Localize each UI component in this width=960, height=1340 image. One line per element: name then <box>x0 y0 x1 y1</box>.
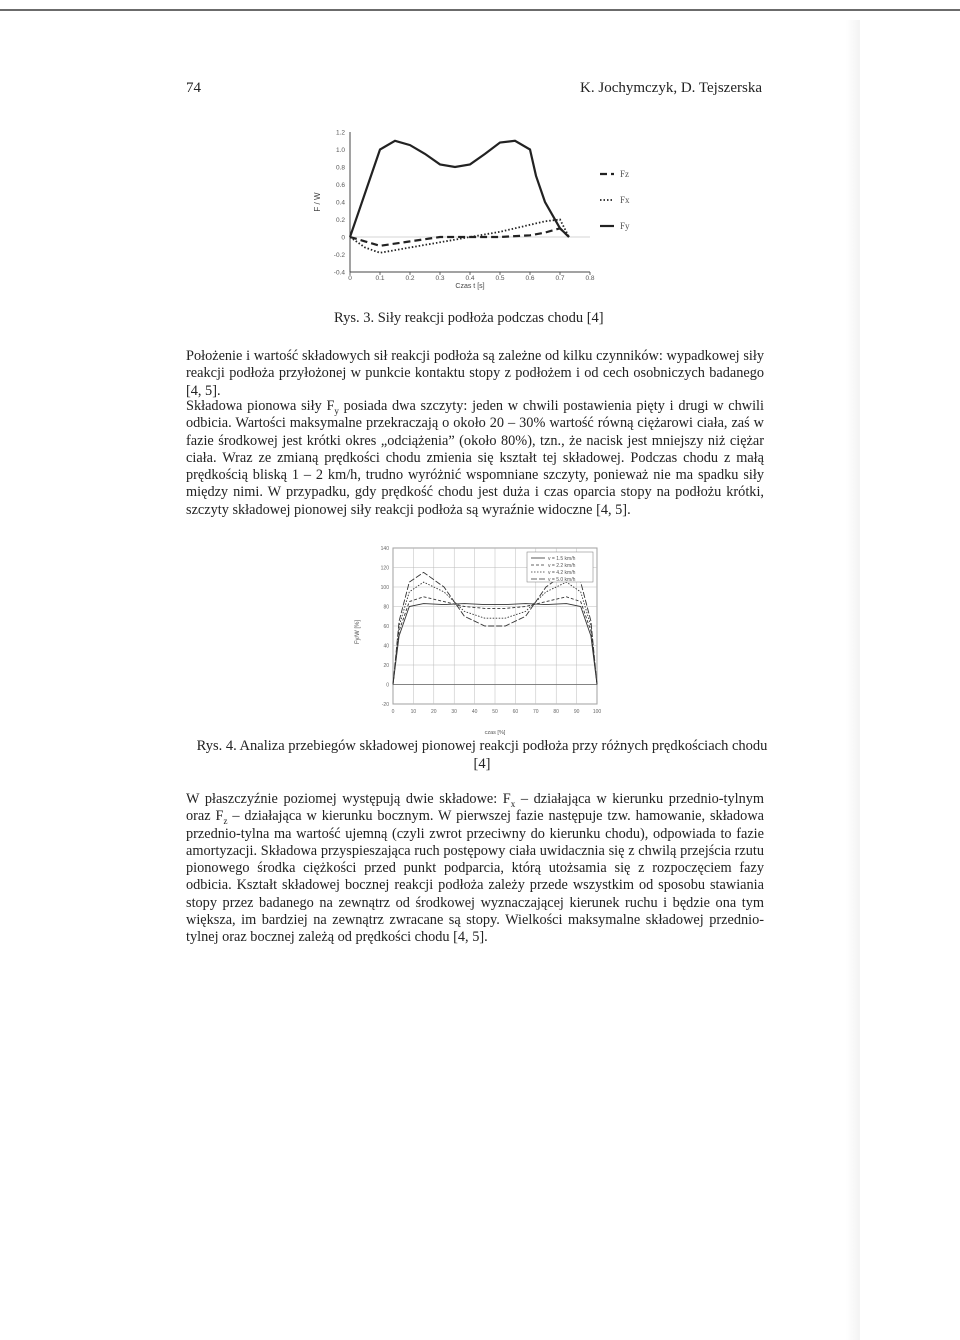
paragraph-1 <box>186 348 764 400</box>
x-tick-label: 90 <box>573 709 580 715</box>
y-tick-label: 1.0 <box>335 147 345 154</box>
y-tick-label: 120 <box>380 565 389 572</box>
x-tick-label: 50 <box>492 709 498 715</box>
paragraph-2 <box>186 398 764 519</box>
x-axis-label: czas [%] <box>484 730 506 736</box>
figure-2-caption: Rys. 4. Analiza przebiegów składowej pionowej reakcji podłoża przy różnych prędkościach chodu [4] <box>196 738 768 772</box>
y-axis-label: F / W <box>313 192 322 212</box>
page-number: 74 <box>186 80 201 96</box>
y-tick-label: 80 <box>383 604 389 611</box>
x-tick-label: 0.1 <box>375 275 385 282</box>
paragraph-2-text: Składowa pionowa siły $F_y$ posiada dwa szczyty: jeden w chwili postawienia pięty i drugi w chwili odbicia. Wartości maksymalne przekraczają o około 20 – 30% wartość równą ciężarowi ciała, zaś w fazie środkowej jest krótki okres „odciążenia” (około 80%), tzn., że nacisk jest mniejszy niż ciężar ciała. Wraz ze zmianą prędkości chodu zmienia się kształt tej składowej. Podczas chodu z małą prędkością bliską 1 – 2 km/h, trudno wyróżnić wspomniane szczyty, ponieważ nie ma spadku siły między nimi. W przypadku, gdy prędkość chodu jest duża i czas oparcia stopy na podłożu krótki, szczyty składowej pionowej siły reakcji podłoża są wyraźnie widoczne [4, 5]. <box>186 398 764 518</box>
x-tick-label: 10 <box>410 709 417 715</box>
x-tick-label: 0.4 <box>465 275 475 282</box>
y-tick-label: 0 <box>341 234 345 242</box>
legend-label: Fy <box>620 221 630 231</box>
y-tick-label: 0 <box>386 682 389 689</box>
scan-top-rule <box>0 9 960 11</box>
paragraph-1-text: Położenie i wartość składowych sił reakcji podłoża są zależne od kilku czynników: wypadkowej siły reakcji podłoża przyłożonej w punkcie kontaktu stopy z podłożem i od cech osobniczych badanego [4, 5]. <box>186 348 764 399</box>
y-tick-label: 1.2 <box>335 129 345 137</box>
x-tick-label: 70 <box>533 709 539 715</box>
figure-ground-reaction-forces <box>298 122 658 297</box>
x-tick-label: 0.2 <box>405 275 415 282</box>
y-tick-label: -20 <box>381 702 389 708</box>
x-axis-label: Czas t [s] <box>455 283 485 290</box>
x-tick-label: 0.6 <box>525 275 535 282</box>
legend-label: Fz <box>620 169 629 179</box>
x-tick-label: 40 <box>471 709 478 715</box>
y-tick-label: 0.6 <box>335 182 345 189</box>
x-tick-label: 80 <box>553 709 559 715</box>
x-tick-label: 0.3 <box>435 275 445 282</box>
x-tick-label: 0.8 <box>585 275 595 282</box>
y-tick-label: 0.2 <box>335 217 345 224</box>
y-tick-label: 40 <box>383 643 389 650</box>
figure-1-caption: Rys. 3. Siły reakcji podłoża podczas chodu [4] <box>334 310 604 326</box>
y-tick-label: 0.8 <box>335 164 345 172</box>
x-tick-label: 30 <box>451 709 457 715</box>
x-tick-label: 20 <box>431 709 437 715</box>
legend-label: Fx <box>620 195 630 205</box>
x-tick-label: 0 <box>391 709 395 715</box>
x-tick-label: 0.7 <box>555 275 565 282</box>
y-axis-label: Fy/W [%] <box>355 619 361 645</box>
legend-label: v = 4.2 km/h <box>548 570 576 576</box>
x-tick-label: 0 <box>348 275 352 282</box>
y-tick-label: 100 <box>380 585 389 591</box>
legend-label: v = 2.2 km/h <box>548 563 576 569</box>
figure-vertical-force-speeds <box>345 540 615 740</box>
y-tick-label: 20 <box>383 663 389 669</box>
x-tick-label: 0.5 <box>495 275 505 282</box>
y-tick-label: 60 <box>383 624 389 630</box>
legend-label: v = 1.5 km/h <box>548 556 576 562</box>
paragraph-3 <box>186 791 764 947</box>
x-tick-label: 100 <box>592 709 602 715</box>
y-tick-label: -0.4 <box>333 269 345 277</box>
y-tick-label: 140 <box>380 546 389 552</box>
y-tick-label: -0.2 <box>333 252 345 259</box>
legend-label: v = 5.0 km/h <box>548 577 576 583</box>
x-tick-label: 60 <box>512 709 519 715</box>
paragraph-3-text: W płaszczyźnie poziomej występują dwie składowe: $F_x$ – działająca w kierunku przednio-tylnym oraz $F_z$ – działająca w kierunku bocznym. W pierwszej fazie następuje tzw. hamowanie, składowa przednio-tylna ma wartość ujemną (czyli zwrot przeciwny do kierunku chodu), odpowiada to fazie amortyzacji. Składowa przyspieszająca ruch postępowy ciała uwidacznia się z chwilą przejścia rzutu pionowego środka ciężkości przed punkt podparcia, którą utożsamia się z rozpoczęciem fazy odbicia. Kształt składowej bocznej reakcji podłoża zależy przede wszystkim od sposobu stawiania stopy przez badanego na zewnątrz od środkowej wyznaczającej kierunek ruchu i będzie ona tym większa, im bardziej na zewnątrz zwracane są stopy. Wielkości maksymalne składowej przednio-tylnej oraz bocznej zależą od prędkości chodu [4, 5]. <box>186 791 765 946</box>
y-tick-label: 0.4 <box>335 199 345 207</box>
running-header-authors: K. Jochymczyk, D. Tejszerska <box>580 80 762 96</box>
scan-page-edge <box>846 20 860 1340</box>
